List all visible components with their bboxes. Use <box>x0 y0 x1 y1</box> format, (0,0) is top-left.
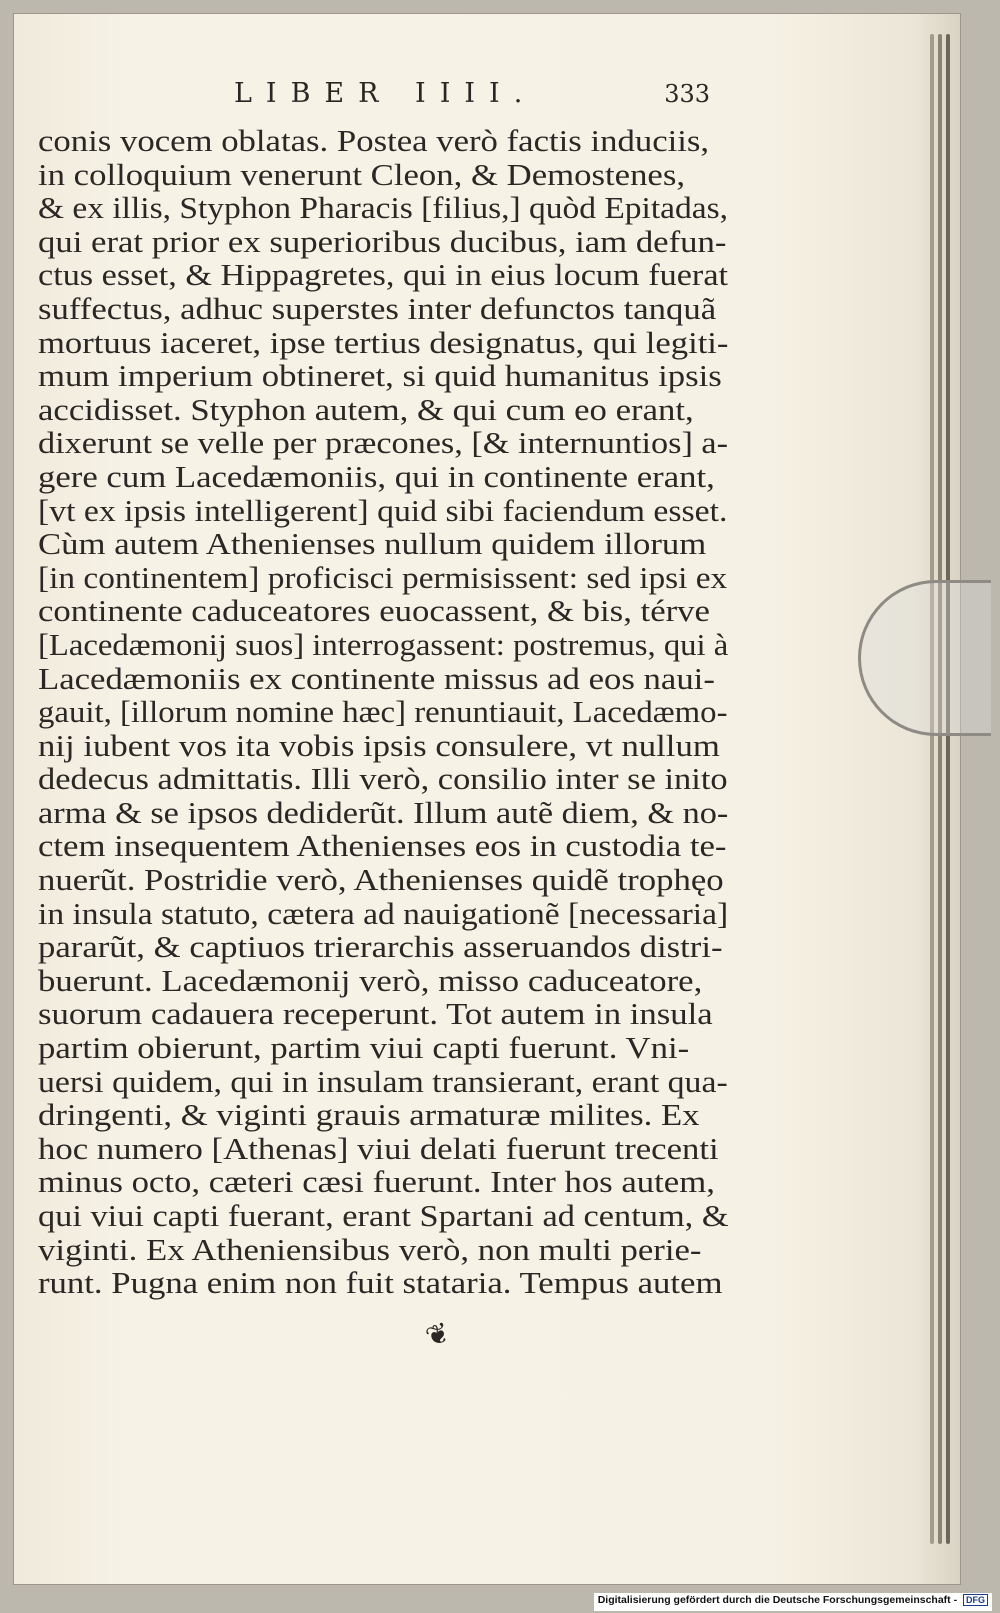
text-line: Cùm autem Athenienses nullum quidem illorum <box>38 526 707 562</box>
text-line: nij iubent vos ita vobis ipsis consulere, vt nullum <box>38 727 720 763</box>
text-line: in insula statuto, cætera ad nauigationẽ [necessaria] <box>38 895 729 931</box>
digitization-credit <box>594 1593 992 1611</box>
text-line: arma & se ipsos dediderũt. Illum autẽ diem, & no- <box>38 794 729 830</box>
running-title: LIBER IIII. <box>234 78 537 109</box>
text-line: buerunt. Lacedæmonij verò, misso caduceatore, <box>38 962 703 998</box>
page-edge <box>930 34 934 1544</box>
text-line: pararũt, & captiuos trierarchis asseruandos distri- <box>38 929 723 965</box>
printer-ornament: ❦ <box>421 1314 455 1355</box>
text-line: dringenti, & viginti grauis armaturæ milites. Ex <box>38 1097 700 1133</box>
text-line: accidisset. Styphon autem, & qui cum eo erant, <box>38 391 694 427</box>
text-line: partim obierunt, partim viui capti fuerunt. Vni- <box>38 1030 690 1066</box>
page-edge <box>938 34 942 1544</box>
text-line: mortuus iaceret, ipse tertius designatus, qui legiti- <box>38 324 729 360</box>
text-line: nuerũt. Postridie verò, Athenienses quidẽ trophęo <box>38 862 724 898</box>
text-line: gauit, [illorum nomine hæc] renuntiauit, Lacedæmo- <box>38 694 728 730</box>
dfg-logo: DFG <box>963 1594 988 1606</box>
page-edge <box>946 34 950 1544</box>
text-line: gere cum Lacedæmoniis, qui in continente erant, <box>38 458 715 494</box>
text-line: conis vocem oblatas. Postea verò factis induciis, <box>38 123 710 158</box>
text-line: continente caduceatores euocassent, & bis, térve <box>38 593 710 629</box>
text-line: uersi quidem, qui in insulam transierant, erant qua- <box>38 1063 728 1099</box>
text-line: qui erat prior ex superioribus ducibus, iam defun- <box>38 223 727 259</box>
text-line: mum imperium obtineret, si quid humanitus ipsis <box>38 358 722 394</box>
text-line: ctem insequentem Athenienses eos in custodia te- <box>38 828 727 864</box>
text-line: suffectus, adhuc superstes inter defunctos tanquã <box>38 290 717 326</box>
text-line: dixerunt se velle per præcones, [& internuntios] a- <box>38 425 728 461</box>
text-line: minus octo, cæteri cæsi fuerunt. Inter hos autem, <box>38 1164 715 1200</box>
text-line: [vt ex ipsis intelligerent] quid sibi faciendum esset. <box>38 492 728 528</box>
text-line: Lacedæmoniis ex continente missus ad eos naui- <box>38 660 715 696</box>
text-line: runt. Pugna enim non fuit stataria. Tempus autem <box>38 1265 723 1301</box>
text-line: ctus esset, & Hippagretes, qui in eius locum fuerat <box>38 257 729 293</box>
credit-text: Digitalisierung gefördert durch die Deutsche Forschungsgemeinschaft - <box>597 1594 958 1606</box>
text-line: [in continentem] proficisci permisissent: sed ipsi ex <box>38 559 728 595</box>
page-number: 333 <box>664 80 710 108</box>
text-line: [Lacedæmonij suos] interrogassent: postremus, qui à <box>38 626 729 662</box>
text-line: & ex illis, Styphon Pharacis [filius,] quòd Epitadas, <box>38 190 729 226</box>
text-line: viginti. Ex Atheniensibus verò, non multi perie- <box>38 1231 702 1267</box>
page-header <box>140 74 710 114</box>
text-line: dedecus admittatis. Illi verò, consilio inter se inito <box>38 761 728 797</box>
body-text <box>38 124 728 1300</box>
text-line: qui viui capti fuerant, erant Spartani ad centum, & <box>38 1198 729 1233</box>
text-line: suorum cadauera receperunt. Tot autem in insula <box>38 996 713 1032</box>
text-line: hoc numero [Athenas] viui delati fuerunt trecenti <box>38 1130 719 1166</box>
text-line: in colloquium venerunt Cleon, & Demostenes, <box>38 156 686 192</box>
